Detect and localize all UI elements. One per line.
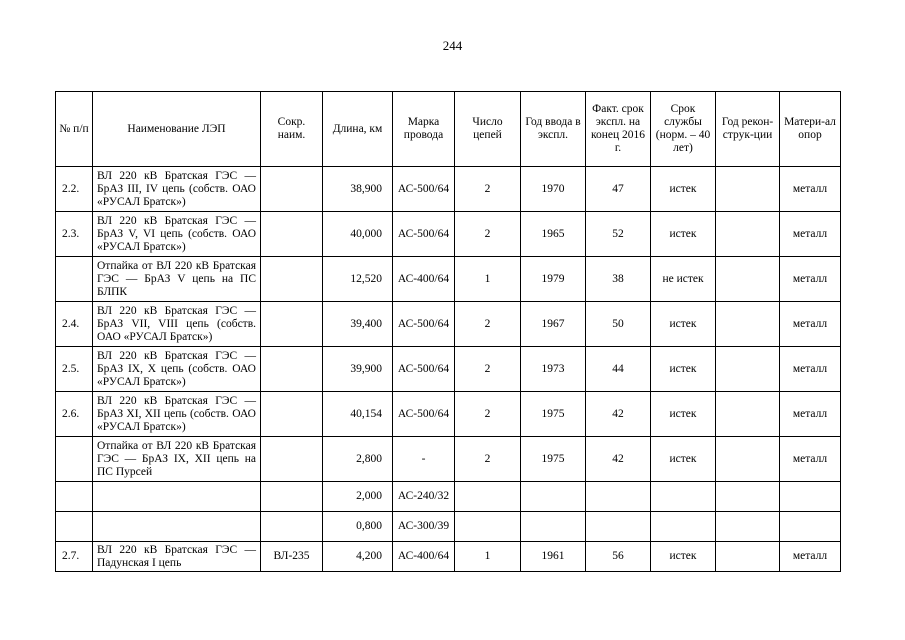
cell-recon: [716, 257, 780, 302]
cell-abbr: [261, 392, 323, 437]
cell-name: [93, 512, 261, 542]
header-material: Матери-ал опор: [780, 92, 841, 167]
cell-term: [651, 482, 716, 512]
cell-wire: -: [393, 437, 455, 482]
table-row: [56, 347, 841, 392]
cell-wire: АС-500/64: [393, 167, 455, 212]
cell-name: ВЛ 220 кВ Братская ГЭС — БрАЗ XI, XII цепь (собств. ОАО «РУСАЛ Братск»): [93, 392, 261, 437]
table-row: [56, 392, 841, 437]
cell-length: 0,800: [323, 512, 393, 542]
cell-year: [521, 512, 586, 542]
cell-num: [56, 482, 93, 512]
cell-num: 2.4.: [56, 302, 93, 347]
cell-term: истек: [651, 212, 716, 257]
cell-recon: [716, 167, 780, 212]
cell-name: Отпайка от ВЛ 220 кВ Братская ГЭС — БрАЗ IX, XII цепь на ПС Пурсей: [93, 437, 261, 482]
cell-circuits: 2: [455, 167, 521, 212]
cell-year: 1973: [521, 347, 586, 392]
cell-year: 1975: [521, 437, 586, 482]
cell-num: 2.6.: [56, 392, 93, 437]
cell-name: Отпайка от ВЛ 220 кВ Братская ГЭС — БрАЗ V цепь на ПС БЛПК: [93, 257, 261, 302]
cell-recon: [716, 512, 780, 542]
cell-abbr: [261, 512, 323, 542]
cell-year: 1967: [521, 302, 586, 347]
cell-num: 2.7.: [56, 542, 93, 572]
cell-name: ВЛ 220 кВ Братская ГЭС — БрАЗ VII, VIII цепь (собств. ОАО «РУСАЛ Братск»): [93, 302, 261, 347]
cell-year: [521, 482, 586, 512]
cell-recon: [716, 482, 780, 512]
cell-material: металл: [780, 347, 841, 392]
cell-abbr: [261, 482, 323, 512]
cell-circuits: 2: [455, 347, 521, 392]
cell-material: металл: [780, 257, 841, 302]
cell-recon: [716, 212, 780, 257]
header-name: Наименование ЛЭП: [93, 92, 261, 167]
header-fact: Факт. срок экспл. на конец 2016 г.: [586, 92, 651, 167]
header-length: Длина, км: [323, 92, 393, 167]
cell-material: металл: [780, 392, 841, 437]
header-recon: Год рекон-струк-ции: [716, 92, 780, 167]
cell-wire: АС-500/64: [393, 347, 455, 392]
cell-recon: [716, 437, 780, 482]
cell-wire: АС-300/39: [393, 512, 455, 542]
cell-year: 1970: [521, 167, 586, 212]
cell-term: не истек: [651, 257, 716, 302]
cell-fact: 50: [586, 302, 651, 347]
header-term: Срок службы (норм. – 40 лет): [651, 92, 716, 167]
cell-num: 2.5.: [56, 347, 93, 392]
cell-abbr: [261, 167, 323, 212]
cell-fact: 38: [586, 257, 651, 302]
cell-abbr: [261, 437, 323, 482]
cell-abbr: [261, 257, 323, 302]
cell-length: 39,400: [323, 302, 393, 347]
cell-circuits: 1: [455, 542, 521, 572]
cell-length: 12,520: [323, 257, 393, 302]
cell-term: истек: [651, 437, 716, 482]
table-row: [56, 542, 841, 572]
cell-term: истек: [651, 542, 716, 572]
cell-abbr: [261, 212, 323, 257]
cell-circuits: 2: [455, 302, 521, 347]
cell-material: металл: [780, 167, 841, 212]
cell-wire: АС-400/64: [393, 257, 455, 302]
cell-term: истек: [651, 167, 716, 212]
cell-fact: 42: [586, 437, 651, 482]
cell-year: 1965: [521, 212, 586, 257]
cell-material: [780, 512, 841, 542]
cell-recon: [716, 302, 780, 347]
cell-abbr: [261, 302, 323, 347]
cell-length: 40,000: [323, 212, 393, 257]
cell-recon: [716, 542, 780, 572]
cell-wire: АС-500/64: [393, 302, 455, 347]
cell-num: [56, 512, 93, 542]
cell-num: [56, 257, 93, 302]
cell-term: истек: [651, 347, 716, 392]
cell-circuits: 2: [455, 392, 521, 437]
cell-year: 1961: [521, 542, 586, 572]
header-num: № п/п: [56, 92, 93, 167]
cell-term: [651, 512, 716, 542]
cell-abbr: [261, 347, 323, 392]
table-row: [56, 302, 841, 347]
cell-length: 39,900: [323, 347, 393, 392]
cell-wire: АС-400/64: [393, 542, 455, 572]
cell-fact: [586, 512, 651, 542]
cell-circuits: [455, 512, 521, 542]
cell-circuits: [455, 482, 521, 512]
table-row: [56, 437, 841, 482]
header-row: [56, 92, 841, 167]
cell-length: 38,900: [323, 167, 393, 212]
cell-circuits: 1: [455, 257, 521, 302]
header-year: Год ввода в экспл.: [521, 92, 586, 167]
cell-wire: АС-240/32: [393, 482, 455, 512]
page-number: 244: [442, 38, 463, 53]
cell-name: ВЛ 220 кВ Братская ГЭС — Падунская I цепь: [93, 542, 261, 572]
power-lines-table: [55, 91, 841, 572]
cell-material: [780, 482, 841, 512]
cell-name: [93, 482, 261, 512]
table-row: [56, 167, 841, 212]
table-row: [56, 257, 841, 302]
cell-name: ВЛ 220 кВ Братская ГЭС — БрАЗ III, IV цепь (собств. ОАО «РУСАЛ Братск»): [93, 167, 261, 212]
cell-year: 1979: [521, 257, 586, 302]
cell-circuits: 2: [455, 212, 521, 257]
cell-name: ВЛ 220 кВ Братская ГЭС — БрАЗ V, VI цепь (собств. ОАО «РУСАЛ Братск»): [93, 212, 261, 257]
table-row: [56, 212, 841, 257]
cell-material: металл: [780, 212, 841, 257]
cell-fact: 44: [586, 347, 651, 392]
cell-fact: 56: [586, 542, 651, 572]
cell-wire: АС-500/64: [393, 392, 455, 437]
cell-name: ВЛ 220 кВ Братская ГЭС — БрАЗ IX, X цепь (собств. ОАО «РУСАЛ Братск»): [93, 347, 261, 392]
cell-year: 1975: [521, 392, 586, 437]
cell-circuits: 2: [455, 437, 521, 482]
cell-term: истек: [651, 302, 716, 347]
cell-fact: 47: [586, 167, 651, 212]
cell-abbr: ВЛ-235: [261, 542, 323, 572]
cell-length: 4,200: [323, 542, 393, 572]
cell-recon: [716, 392, 780, 437]
cell-num: [56, 437, 93, 482]
table-row: [56, 512, 841, 542]
cell-fact: 42: [586, 392, 651, 437]
cell-material: металл: [780, 302, 841, 347]
header-abbr: Сокр. наим.: [261, 92, 323, 167]
cell-length: 40,154: [323, 392, 393, 437]
header-circuits: Число цепей: [455, 92, 521, 167]
table-row: [56, 482, 841, 512]
cell-length: 2,800: [323, 437, 393, 482]
cell-term: истек: [651, 392, 716, 437]
cell-fact: [586, 482, 651, 512]
cell-recon: [716, 347, 780, 392]
cell-wire: АС-500/64: [393, 212, 455, 257]
cell-material: металл: [780, 437, 841, 482]
cell-num: 2.2.: [56, 167, 93, 212]
header-wire: Марка провода: [393, 92, 455, 167]
cell-fact: 52: [586, 212, 651, 257]
cell-material: металл: [780, 542, 841, 572]
cell-length: 2,000: [323, 482, 393, 512]
cell-num: 2.3.: [56, 212, 93, 257]
